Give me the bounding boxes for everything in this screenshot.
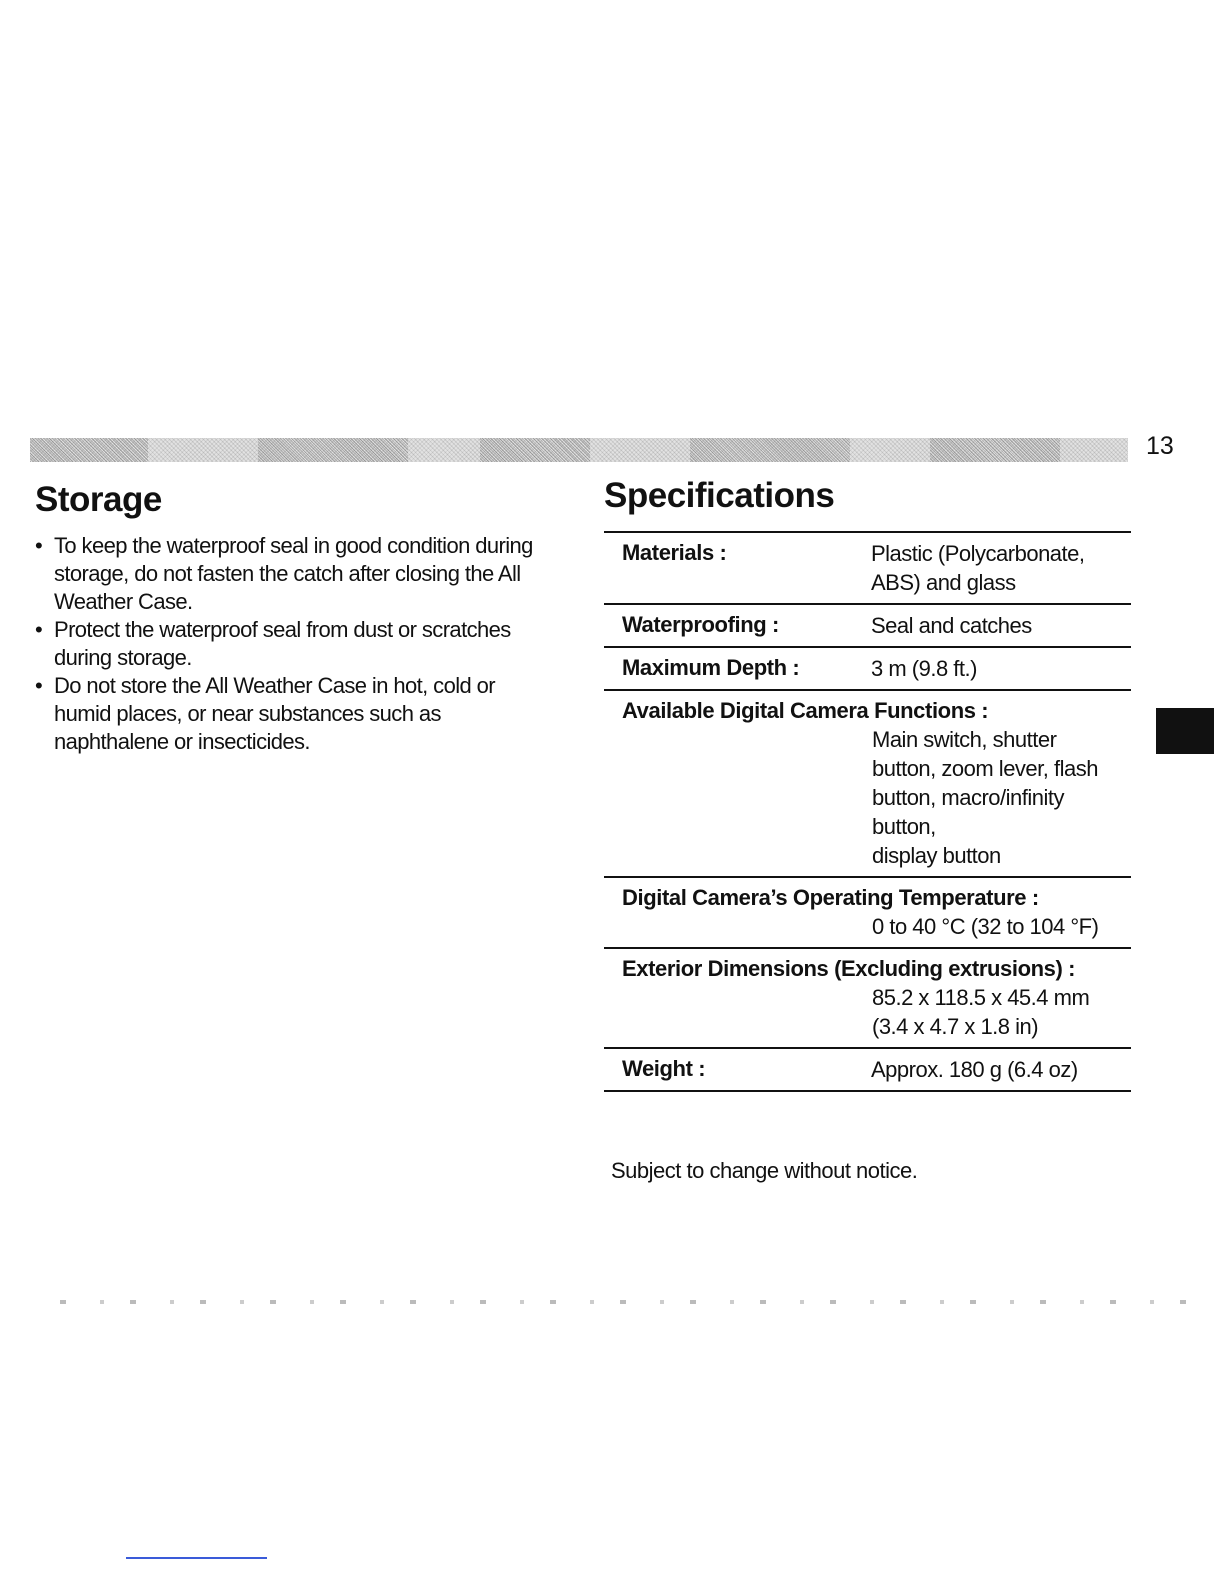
spec-value: [872, 912, 1131, 941]
spec-value-line: display button: [872, 843, 1001, 868]
spec-row-operating-temperature: [604, 878, 1131, 949]
storage-item-line: naphthalene or insecticides.: [54, 729, 310, 754]
spec-value-line: ABS) and glass: [871, 570, 1016, 595]
storage-item-line: humid places, or near substances such as: [54, 701, 441, 726]
spec-value-line: Main switch, shutter: [872, 727, 1057, 752]
spec-value-line: button, macro/infinity: [872, 785, 1064, 810]
spec-value-line: Approx. 180 g (6.4 oz): [871, 1057, 1078, 1082]
spec-label: Available Digital Camera Functions :: [622, 698, 989, 723]
storage-item-line: storage, do not fasten the catch after closing the All: [54, 561, 521, 586]
spec-row-exterior-dimensions: [604, 949, 1131, 1049]
scan-artifact-line: [60, 1300, 1200, 1304]
header-band: [30, 438, 1128, 462]
spec-value-line: 85.2 x 118.5 x 45.4 mm: [872, 985, 1090, 1010]
storage-list-item: [35, 532, 565, 616]
storage-item-line: during storage.: [54, 645, 192, 670]
spec-row-waterproofing: [604, 605, 1131, 648]
specifications-footnote: Subject to change without notice.: [611, 1158, 918, 1183]
spec-label: Maximum Depth :: [622, 655, 800, 680]
spec-value-line: 0 to 40 °C (32 to 104 °F): [872, 914, 1099, 939]
bullet-icon: •: [35, 617, 43, 642]
spec-value-line: button,: [872, 814, 936, 839]
storage-item-line: To keep the waterproof seal in good condition during: [54, 533, 533, 558]
storage-list-item: [35, 672, 565, 756]
spec-label: Weight :: [622, 1056, 706, 1081]
spec-row-maximum-depth: [604, 648, 1131, 691]
link-underline: [126, 1557, 267, 1559]
storage-list-item: [35, 616, 565, 672]
spec-row-camera-functions: [604, 691, 1131, 878]
spec-value-line: button, zoom lever, flash: [872, 756, 1098, 781]
storage-item-line: Protect the waterproof seal from dust or scratches: [54, 617, 511, 642]
spec-value-line: (3.4 x 4.7 x 1.8 in): [872, 1014, 1039, 1039]
storage-item-line: Do not store the All Weather Case in hot, cold or: [54, 673, 496, 698]
spec-value: [872, 725, 1131, 870]
header-band-dark-segment: [258, 438, 408, 462]
spec-label: Exterior Dimensions (Excluding extrusions) :: [622, 956, 1076, 981]
page-number: 13: [1146, 432, 1174, 460]
header-band-dark-segment: [690, 438, 850, 462]
specifications-heading: Specifications: [604, 476, 835, 515]
spec-value: [872, 983, 1131, 1041]
storage-list: [35, 532, 565, 756]
spec-value-line: Seal and catches: [871, 613, 1032, 638]
bullet-icon: •: [35, 673, 43, 698]
spec-value-line: 3 m (9.8 ft.): [871, 656, 977, 681]
storage-item-line: Weather Case.: [54, 589, 193, 614]
thumb-index-tab: [1156, 708, 1214, 754]
storage-heading: Storage: [35, 480, 162, 519]
spec-label: Materials :: [622, 540, 727, 565]
spec-value: [871, 1055, 1078, 1084]
spec-value: [871, 654, 977, 683]
specifications-table: [604, 531, 1131, 1092]
header-band-dark-segment: [930, 438, 1060, 462]
spec-row-weight: [604, 1049, 1131, 1092]
header-band-dark-segment: [30, 438, 148, 462]
header-band-dark-segment: [480, 438, 590, 462]
spec-value-line: Plastic (Polycarbonate,: [871, 541, 1085, 566]
spec-value: [871, 539, 1085, 597]
spec-label: Waterproofing :: [622, 612, 779, 637]
spec-label: Digital Camera’s Operating Temperature :: [622, 885, 1039, 910]
spec-row-materials: [604, 533, 1131, 605]
bullet-icon: •: [35, 533, 43, 558]
spec-value: [871, 611, 1032, 640]
